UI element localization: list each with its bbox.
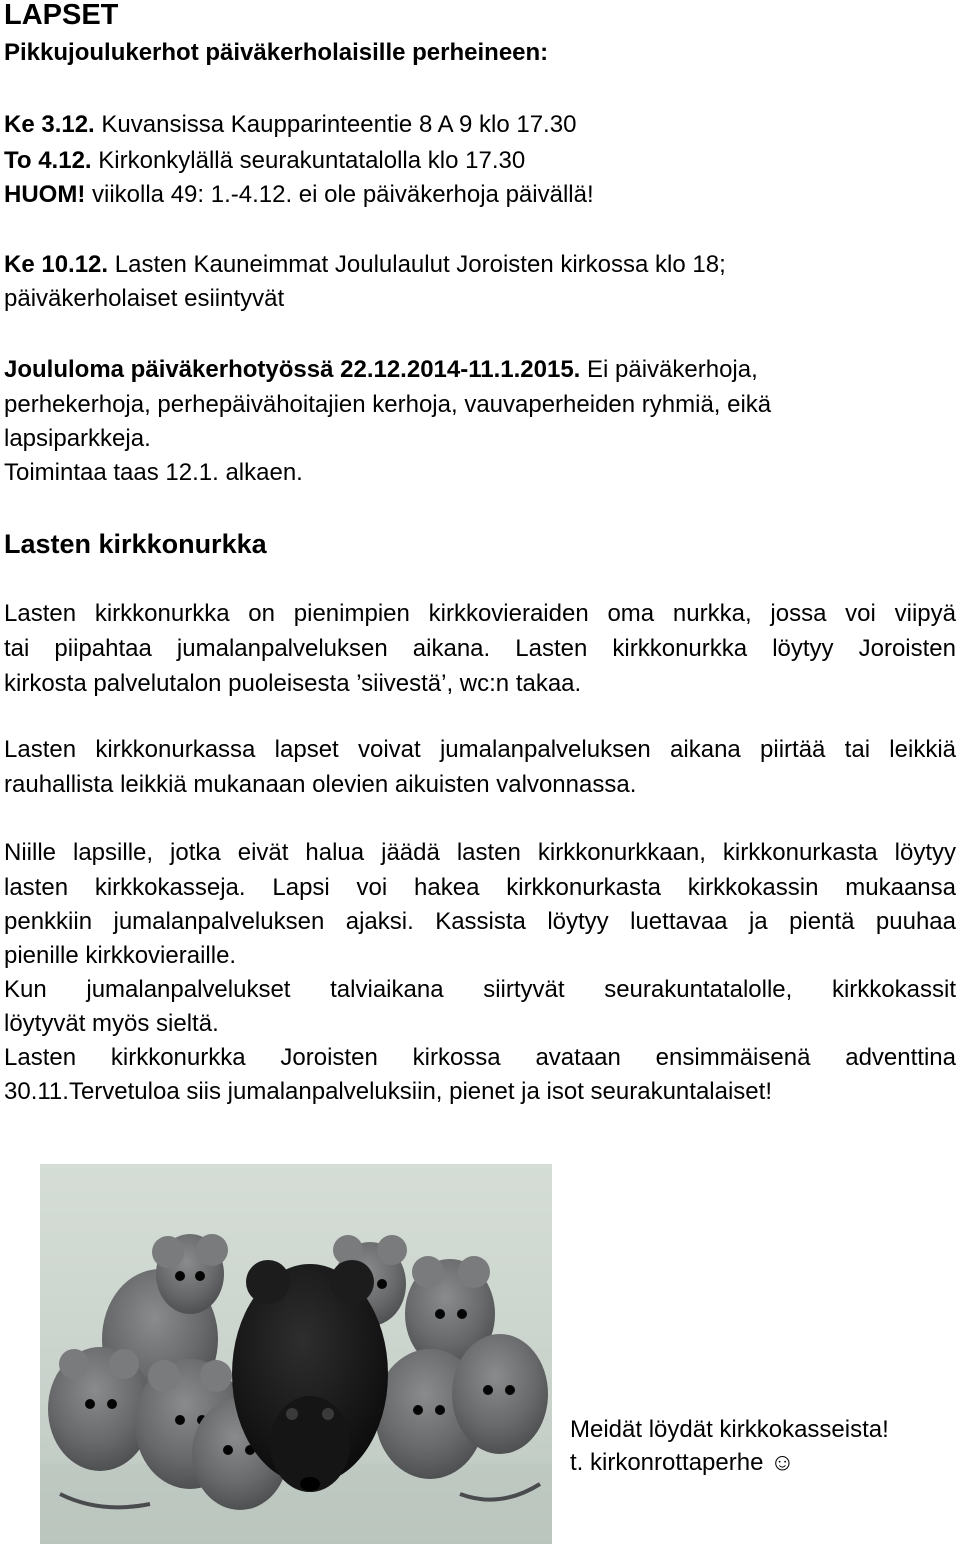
event-text: Kirkonkylällä seurakuntatalolla klo 17.30 [91, 147, 526, 174]
notice-label: HUOM! [4, 181, 86, 208]
holiday-text: Ei päiväkerhoja, [580, 356, 758, 383]
concert-line-2: päiväkerholaiset esiintyvät [4, 285, 285, 312]
paragraph-line: lasten kirkkokasseja. Lapsi voi hakea kirkkonurkasta kirkkokassin mukaansa [4, 874, 956, 901]
paragraph-line: Lasten kirkkonurkka Joroisten kirkossa avataan ensimmäisenä adventtina [4, 1044, 956, 1071]
concert-line [4, 250, 726, 280]
page-title: LAPSET [4, 0, 119, 31]
notice-text: viikolla 49: 1.-4.12. ei ole päiväkerhoja päivällä! [85, 181, 594, 208]
paragraph-line: Niille lapsille, jotka eivät halua jäädä lasten kirkkonurkkaan, kirkkonurkasta löytyy [4, 839, 956, 866]
paragraph-line: Lasten kirkkonurkassa lapset voivat jumalanpalveluksen aikana piirtää tai leikkiä [4, 736, 956, 763]
photo-caption-line-2: t. kirkonrottaperhe ☺ [570, 1449, 795, 1476]
holiday-line-3: lapsiparkkeja. [4, 425, 151, 452]
section-heading: Lasten kirkkonurkka [4, 529, 267, 559]
paragraph-line: rauhallista leikkiä mukanaan olevien aikuisten valvonnassa. [4, 771, 637, 798]
paragraph-line: tai piipahtaa jumalanpalveluksen aikana. Lasten kirkkonurkka löytyy Joroisten [4, 635, 956, 662]
holiday-line-4: Toimintaa taas 12.1. alkaen. [4, 459, 303, 486]
paragraph-line: Lasten kirkkonurkka on pienimpien kirkkovieraiden oma nurkka, jossa voi viipyä [4, 600, 956, 627]
event-line [4, 110, 576, 140]
holiday-line [4, 355, 758, 385]
event-text: Kuvansissa Kaupparinteentie 8 A 9 klo 17.30 [94, 111, 577, 138]
event-date: Ke 3.12. [4, 111, 95, 138]
holiday-bold: Joululoma päiväkerhotyössä 22.12.2014-11.1.2015. [4, 356, 581, 383]
paragraph-line: löytyvät myös sieltä. [4, 1010, 219, 1037]
rat-family-illustration [40, 1164, 552, 1544]
paragraph-line: kirkosta palvelutalon puoleisesta ’siivestä’, wc:n takaa. [4, 670, 582, 697]
holiday-line-2: perhekerhoja, perhepäivähoitajien kerhoja, vauvaperheiden ryhmiä, eikä [4, 391, 772, 418]
paragraph-line: pienille kirkkovieraille. [4, 942, 237, 969]
concert-text: Lasten Kauneimmat Joululaulut Joroisten kirkossa klo 18; [108, 251, 726, 278]
paragraph-line: Kun jumalanpalvelukset talviaikana siirtyvät seurakuntatalolle, kirkkokassit [4, 976, 956, 1003]
photo-caption-line-1: Meidät löydät kirkkokasseista! [570, 1416, 889, 1443]
concert-date: Ke 10.12. [4, 251, 109, 278]
paragraph-line: penkkiin jumalanpalveluksen ajaksi. Kassista löytyy luettavaa ja pientä puuhaa [4, 908, 956, 935]
section-subtitle: Pikkujoulukerhot päiväkerholaisille perheineen: [4, 39, 549, 66]
paragraph-line: 30.11.Tervetuloa siis jumalanpalveluksiin, pienet ja isot seurakuntalaiset! [4, 1078, 772, 1105]
event-line [4, 146, 525, 176]
rat-family-photo [40, 1164, 552, 1544]
event-date: To 4.12. [4, 147, 92, 174]
event-line [4, 180, 594, 210]
